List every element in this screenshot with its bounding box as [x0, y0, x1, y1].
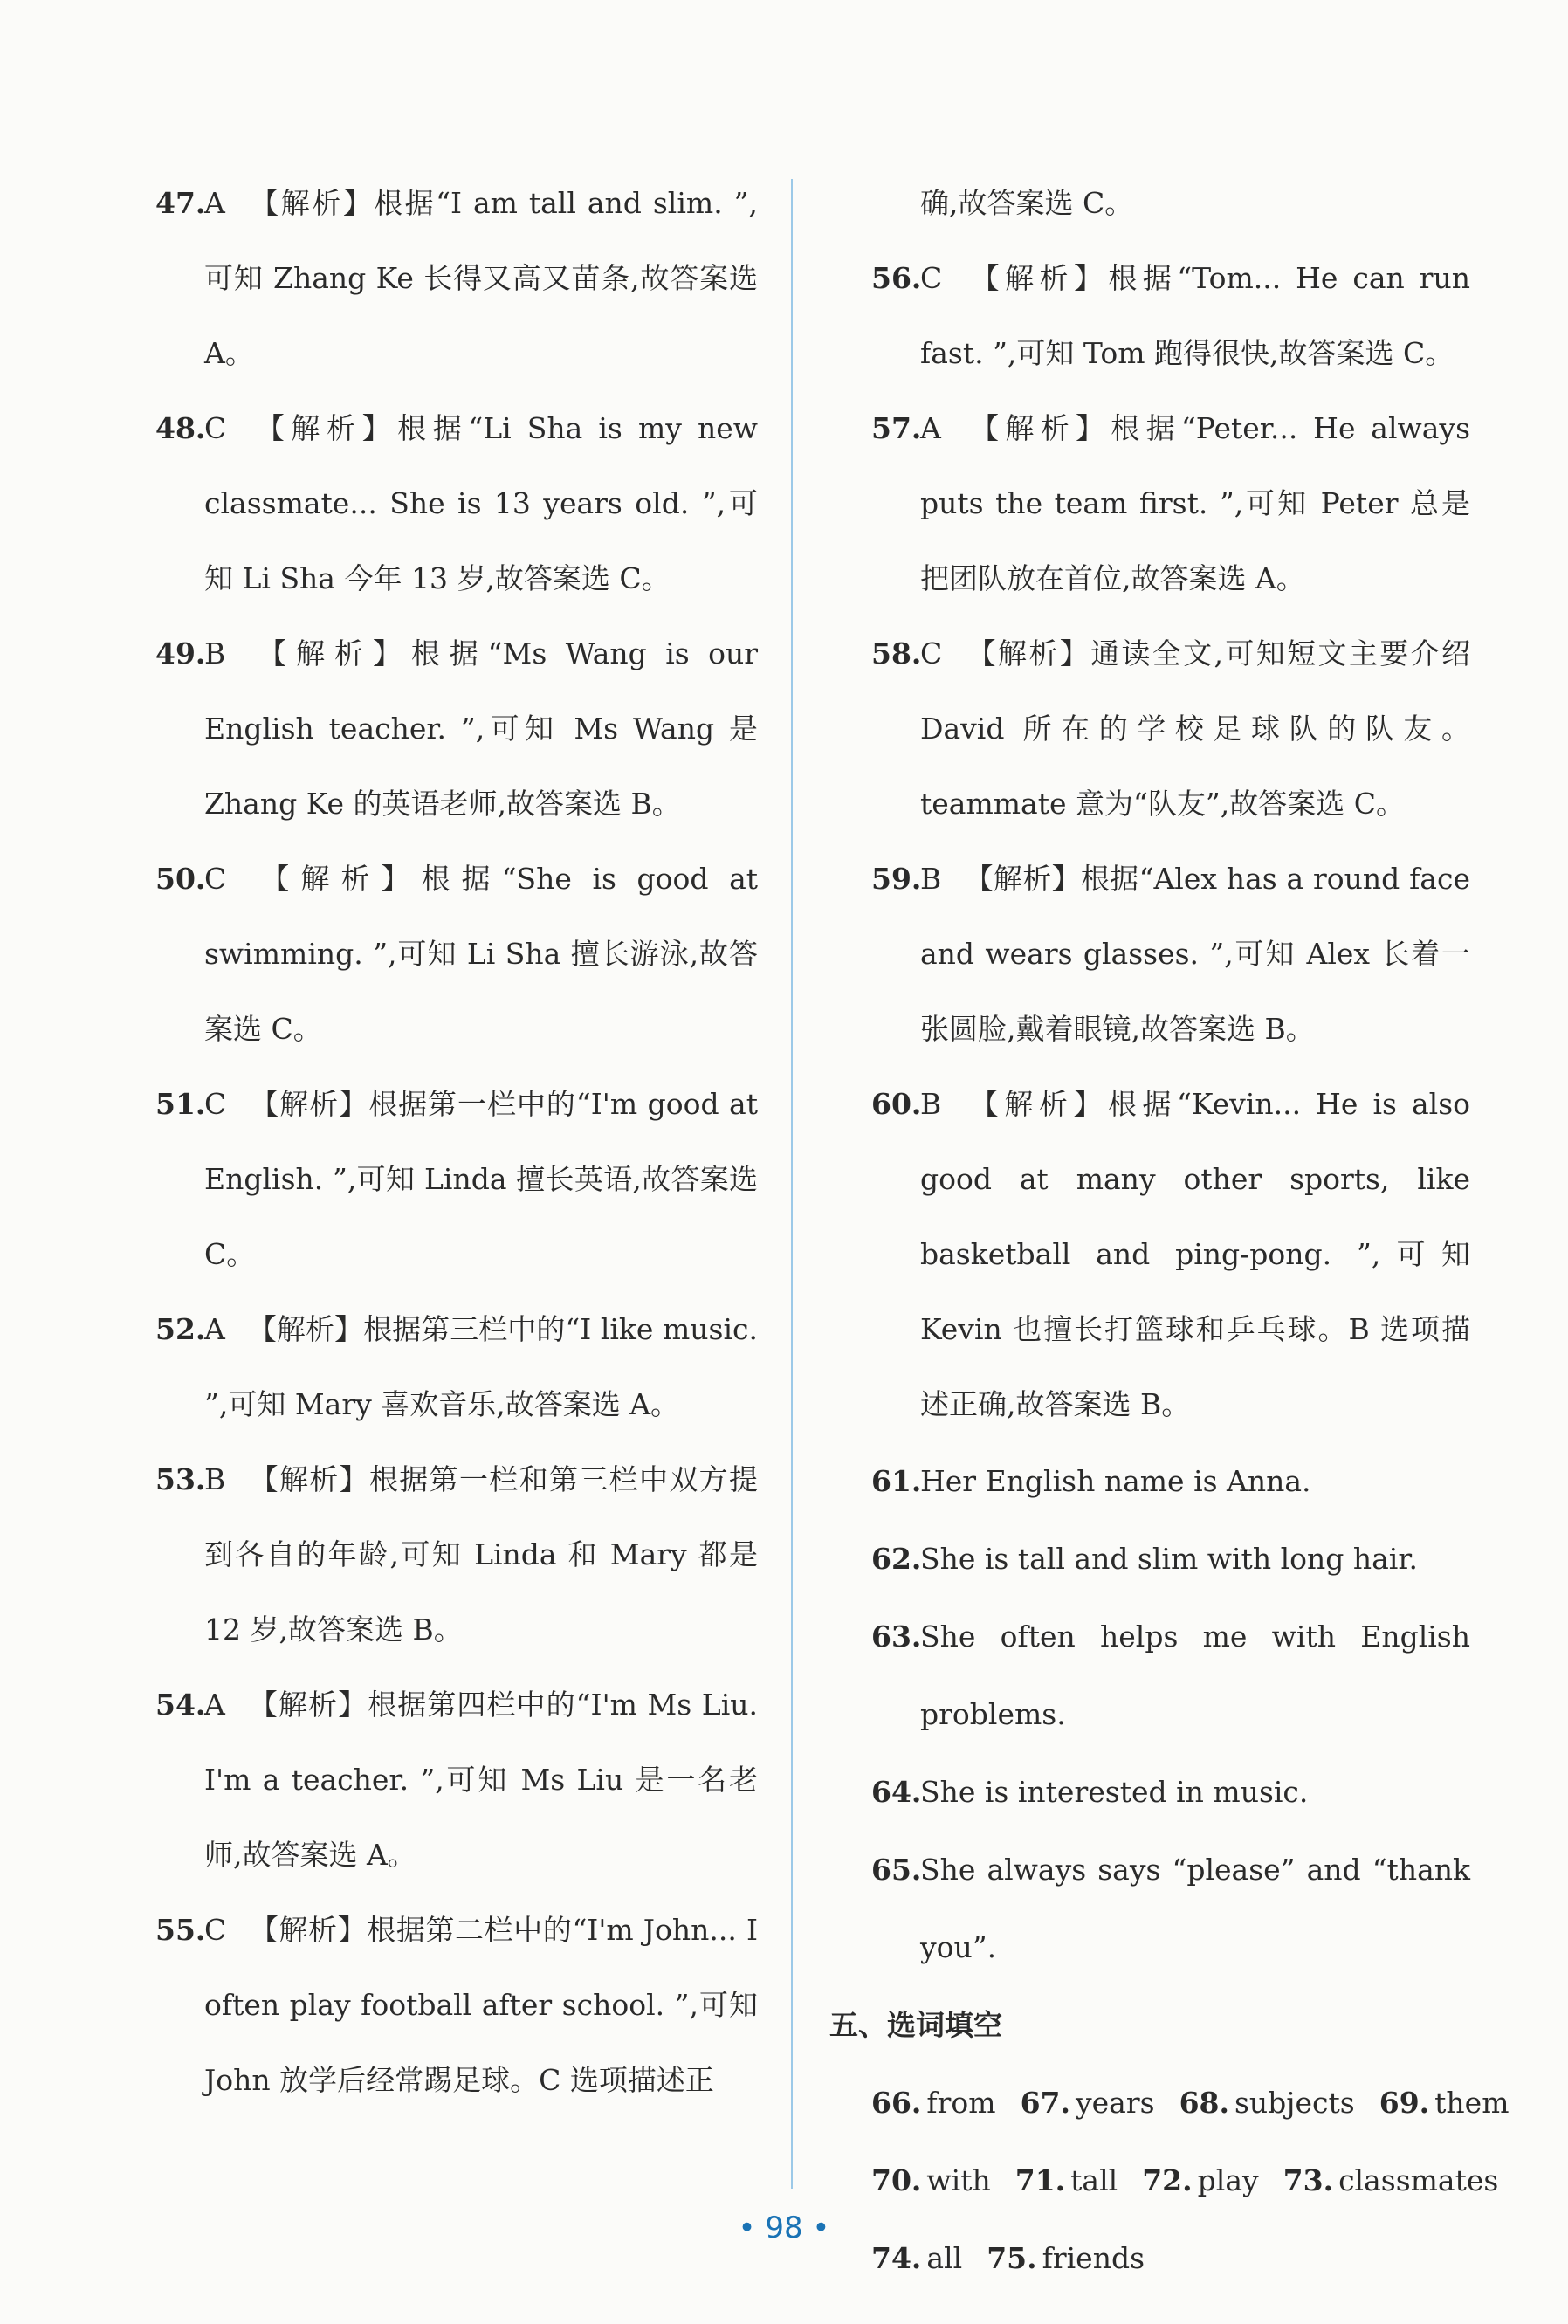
- right-column: [829, 166, 1510, 2297]
- question-number: 54.: [155, 1688, 206, 1722]
- answer-item: [155, 391, 758, 616]
- fill-entry: [1142, 2163, 1258, 2197]
- short-answer-list: [871, 1442, 1470, 1986]
- answer-item: [155, 166, 758, 391]
- question-number: 53.: [155, 1462, 206, 1496]
- question-number: 49.: [155, 636, 206, 670]
- answer-letter: B: [204, 636, 226, 670]
- question-number: 63.: [871, 1619, 922, 1654]
- question-number: 74.: [871, 2241, 922, 2275]
- question-number: 60.: [871, 1087, 922, 1121]
- answer-item: [155, 1667, 758, 1893]
- answer-letter: C: [920, 636, 943, 670]
- answer-word: tall: [1070, 2163, 1118, 2197]
- answer-item: [155, 842, 758, 1067]
- answer-sentence: She is tall and slim with long hair.: [920, 1542, 1418, 1576]
- page-number: • 98 •: [738, 2211, 830, 2245]
- explanation-text: 【解析】根据第二栏中的“I'm John... I often play football after school. ”,可知 John 放学后经常踢足球。C 选项描述正: [204, 1913, 758, 2097]
- answer-word: friends: [1042, 2241, 1145, 2275]
- answer-item: [871, 842, 1470, 1067]
- explanation-text: 【解析】根据“Kevin... He is also good at many other sports, like basketball and ping-pong. ”,可知 Kevin 也擅长打篮球和乒乓球。B 选项描述正确,故答案选 B。: [920, 1087, 1470, 1421]
- short-answer-item: [871, 1753, 1470, 1831]
- question-number: 48.: [155, 411, 206, 445]
- answer-sentence: She is interested in music.: [920, 1775, 1309, 1809]
- question-number: 66.: [871, 2086, 922, 2120]
- question-number: 59.: [871, 862, 922, 896]
- answer-item: [155, 1442, 758, 1667]
- fill-row: [871, 2064, 1510, 2142]
- answer-letter: C: [204, 862, 227, 896]
- answer-word: all: [926, 2241, 963, 2275]
- fill-entry: [1283, 2163, 1499, 2197]
- question-number: 50.: [155, 862, 206, 896]
- question-number: 56.: [871, 261, 922, 295]
- answer-letter: A: [204, 1688, 225, 1722]
- question-number: 65.: [871, 1853, 922, 1887]
- short-answer-item: [871, 1520, 1470, 1598]
- answer-item: [155, 1292, 758, 1442]
- question-number: 71.: [1014, 2163, 1066, 2197]
- fill-entry: [871, 2163, 991, 2197]
- answer-word: classmates: [1338, 2163, 1499, 2197]
- fill-entry: [1021, 2086, 1155, 2120]
- answer-letter: B: [920, 862, 942, 896]
- answer-letter: B: [204, 1462, 226, 1496]
- answer-item: [871, 1067, 1470, 1442]
- answer-sentence: Her English name is Anna.: [920, 1464, 1311, 1498]
- fill-entry: [1379, 2086, 1510, 2120]
- answer-sentence: She often helps me with English problems.: [920, 1619, 1470, 1731]
- right-answer-list: [871, 241, 1470, 1442]
- answer-item: [155, 616, 758, 842]
- explanation-text: 【解析】通读全文,可知短文主要介绍 David 所在的学校足球队的队友。teammate 意为“队友”,故答案选 C。: [920, 636, 1470, 821]
- question-number: 47.: [155, 186, 206, 220]
- explanation-text: 【解析】根据“I am tall and slim. ”,可知 Zhang Ke 长得又高又苗条,故答案选 A。: [204, 186, 758, 370]
- answer-word: them: [1434, 2086, 1510, 2120]
- question-number: 72.: [1142, 2163, 1193, 2197]
- explanation-text: 【解析】根据“Peter... He always puts the team first. ”,可知 Peter 总是把团队放在首位,故答案选 A。: [920, 411, 1470, 595]
- explanation-text: 【解析】根据“Tom... He can run fast. ”,可知 Tom 跑得很快,故答案选 C。: [920, 261, 1470, 370]
- fill-entry: [871, 2241, 962, 2275]
- fill-in-answers: [871, 2064, 1510, 2297]
- answer-word: subjects: [1234, 2086, 1355, 2120]
- question-number: 67.: [1020, 2086, 1070, 2120]
- question-number: 70.: [871, 2163, 922, 2197]
- answer-item: [155, 1893, 758, 2118]
- question-number: 61.: [871, 1464, 922, 1498]
- answer-word: with: [926, 2163, 991, 2197]
- answer-letter: B: [920, 1087, 942, 1121]
- question-number: 73.: [1283, 2163, 1334, 2197]
- answer-letter: C: [204, 1087, 227, 1121]
- question-number: 52.: [155, 1312, 206, 1346]
- answer-item: [871, 241, 1470, 391]
- question-number: 69.: [1379, 2086, 1430, 2120]
- answer-word: from: [926, 2086, 996, 2120]
- continued-answer-text: 确,故答案选 C。: [920, 186, 1134, 220]
- fill-row: [871, 2142, 1499, 2219]
- short-answer-item: [871, 1831, 1470, 1986]
- explanation-text: 【解析】根据第一栏中的“I'm good at English. ”,可知 Linda 擅长英语,故答案选 C。: [204, 1087, 758, 1271]
- question-number: 57.: [871, 411, 922, 445]
- answer-letter: C: [204, 1913, 227, 1947]
- question-number: 68.: [1179, 2086, 1229, 2120]
- answer-item: [871, 391, 1470, 616]
- explanation-text: 【解析】根据第一栏和第三栏中双方提到各自的年龄,可知 Linda 和 Mary 都是 12 岁,故答案选 B。: [204, 1462, 758, 1647]
- short-answer-item: [871, 1442, 1470, 1520]
- explanation-text: 【解析】根据“Alex has a round face and wears glasses. ”,可知 Alex 长着一张圆脸,戴着眼镜,故答案选 B。: [920, 862, 1470, 1046]
- answer-word: play: [1197, 2163, 1259, 2197]
- answer-item: [155, 1067, 758, 1292]
- explanation-text: 【解析】根据“She is good at swimming. ”,可知 Li Sha 擅长游泳,故答案选 C。: [204, 862, 758, 1046]
- answer-item: [871, 616, 1470, 842]
- fill-entry: [871, 2086, 996, 2120]
- answer-letter: A: [204, 1312, 225, 1346]
- question-number: 75.: [987, 2241, 1037, 2275]
- answer-sentence: She always says “please” and “thank you”.: [920, 1853, 1470, 1964]
- explanation-text: 【解析】根据“Ms Wang is our English teacher. ”,可知 Ms Wang 是 Zhang Ke 的英语老师,故答案选 B。: [204, 636, 758, 821]
- question-number: 62.: [871, 1542, 922, 1576]
- question-number: 64.: [871, 1775, 922, 1809]
- explanation-text: 【解析】根据第四栏中的“I'm Ms Liu. I'm a teacher. ”,可知 Ms Liu 是一名老师,故答案选 A。: [204, 1688, 758, 1872]
- section-five-title: 五、选词填空: [829, 2008, 1002, 2042]
- fill-entry: [1179, 2086, 1355, 2120]
- left-column: [155, 166, 758, 2118]
- explanation-text: 【解析】根据“Li Sha is my new classmate... She is 13 years old. ”,可知 Li Sha 今年 13 岁,故答案选 C。: [204, 411, 758, 595]
- question-number: 58.: [871, 636, 922, 670]
- answer-letter: C: [204, 411, 227, 445]
- column-divider: [791, 179, 793, 2189]
- short-answer-item: [871, 1598, 1470, 1753]
- answer-letter: A: [204, 186, 225, 220]
- question-number: 51.: [155, 1087, 206, 1121]
- explanation-text: 【解析】根据第三栏中的“I like music. ”,可知 Mary 喜欢音乐,故答案选 A。: [204, 1312, 758, 1421]
- answer-word: years: [1076, 2086, 1155, 2120]
- fill-entry: [1015, 2163, 1118, 2197]
- fill-entry: [987, 2241, 1145, 2275]
- answer-letter: A: [920, 411, 941, 445]
- question-number: 55.: [155, 1913, 206, 1947]
- answer-letter: C: [920, 261, 943, 295]
